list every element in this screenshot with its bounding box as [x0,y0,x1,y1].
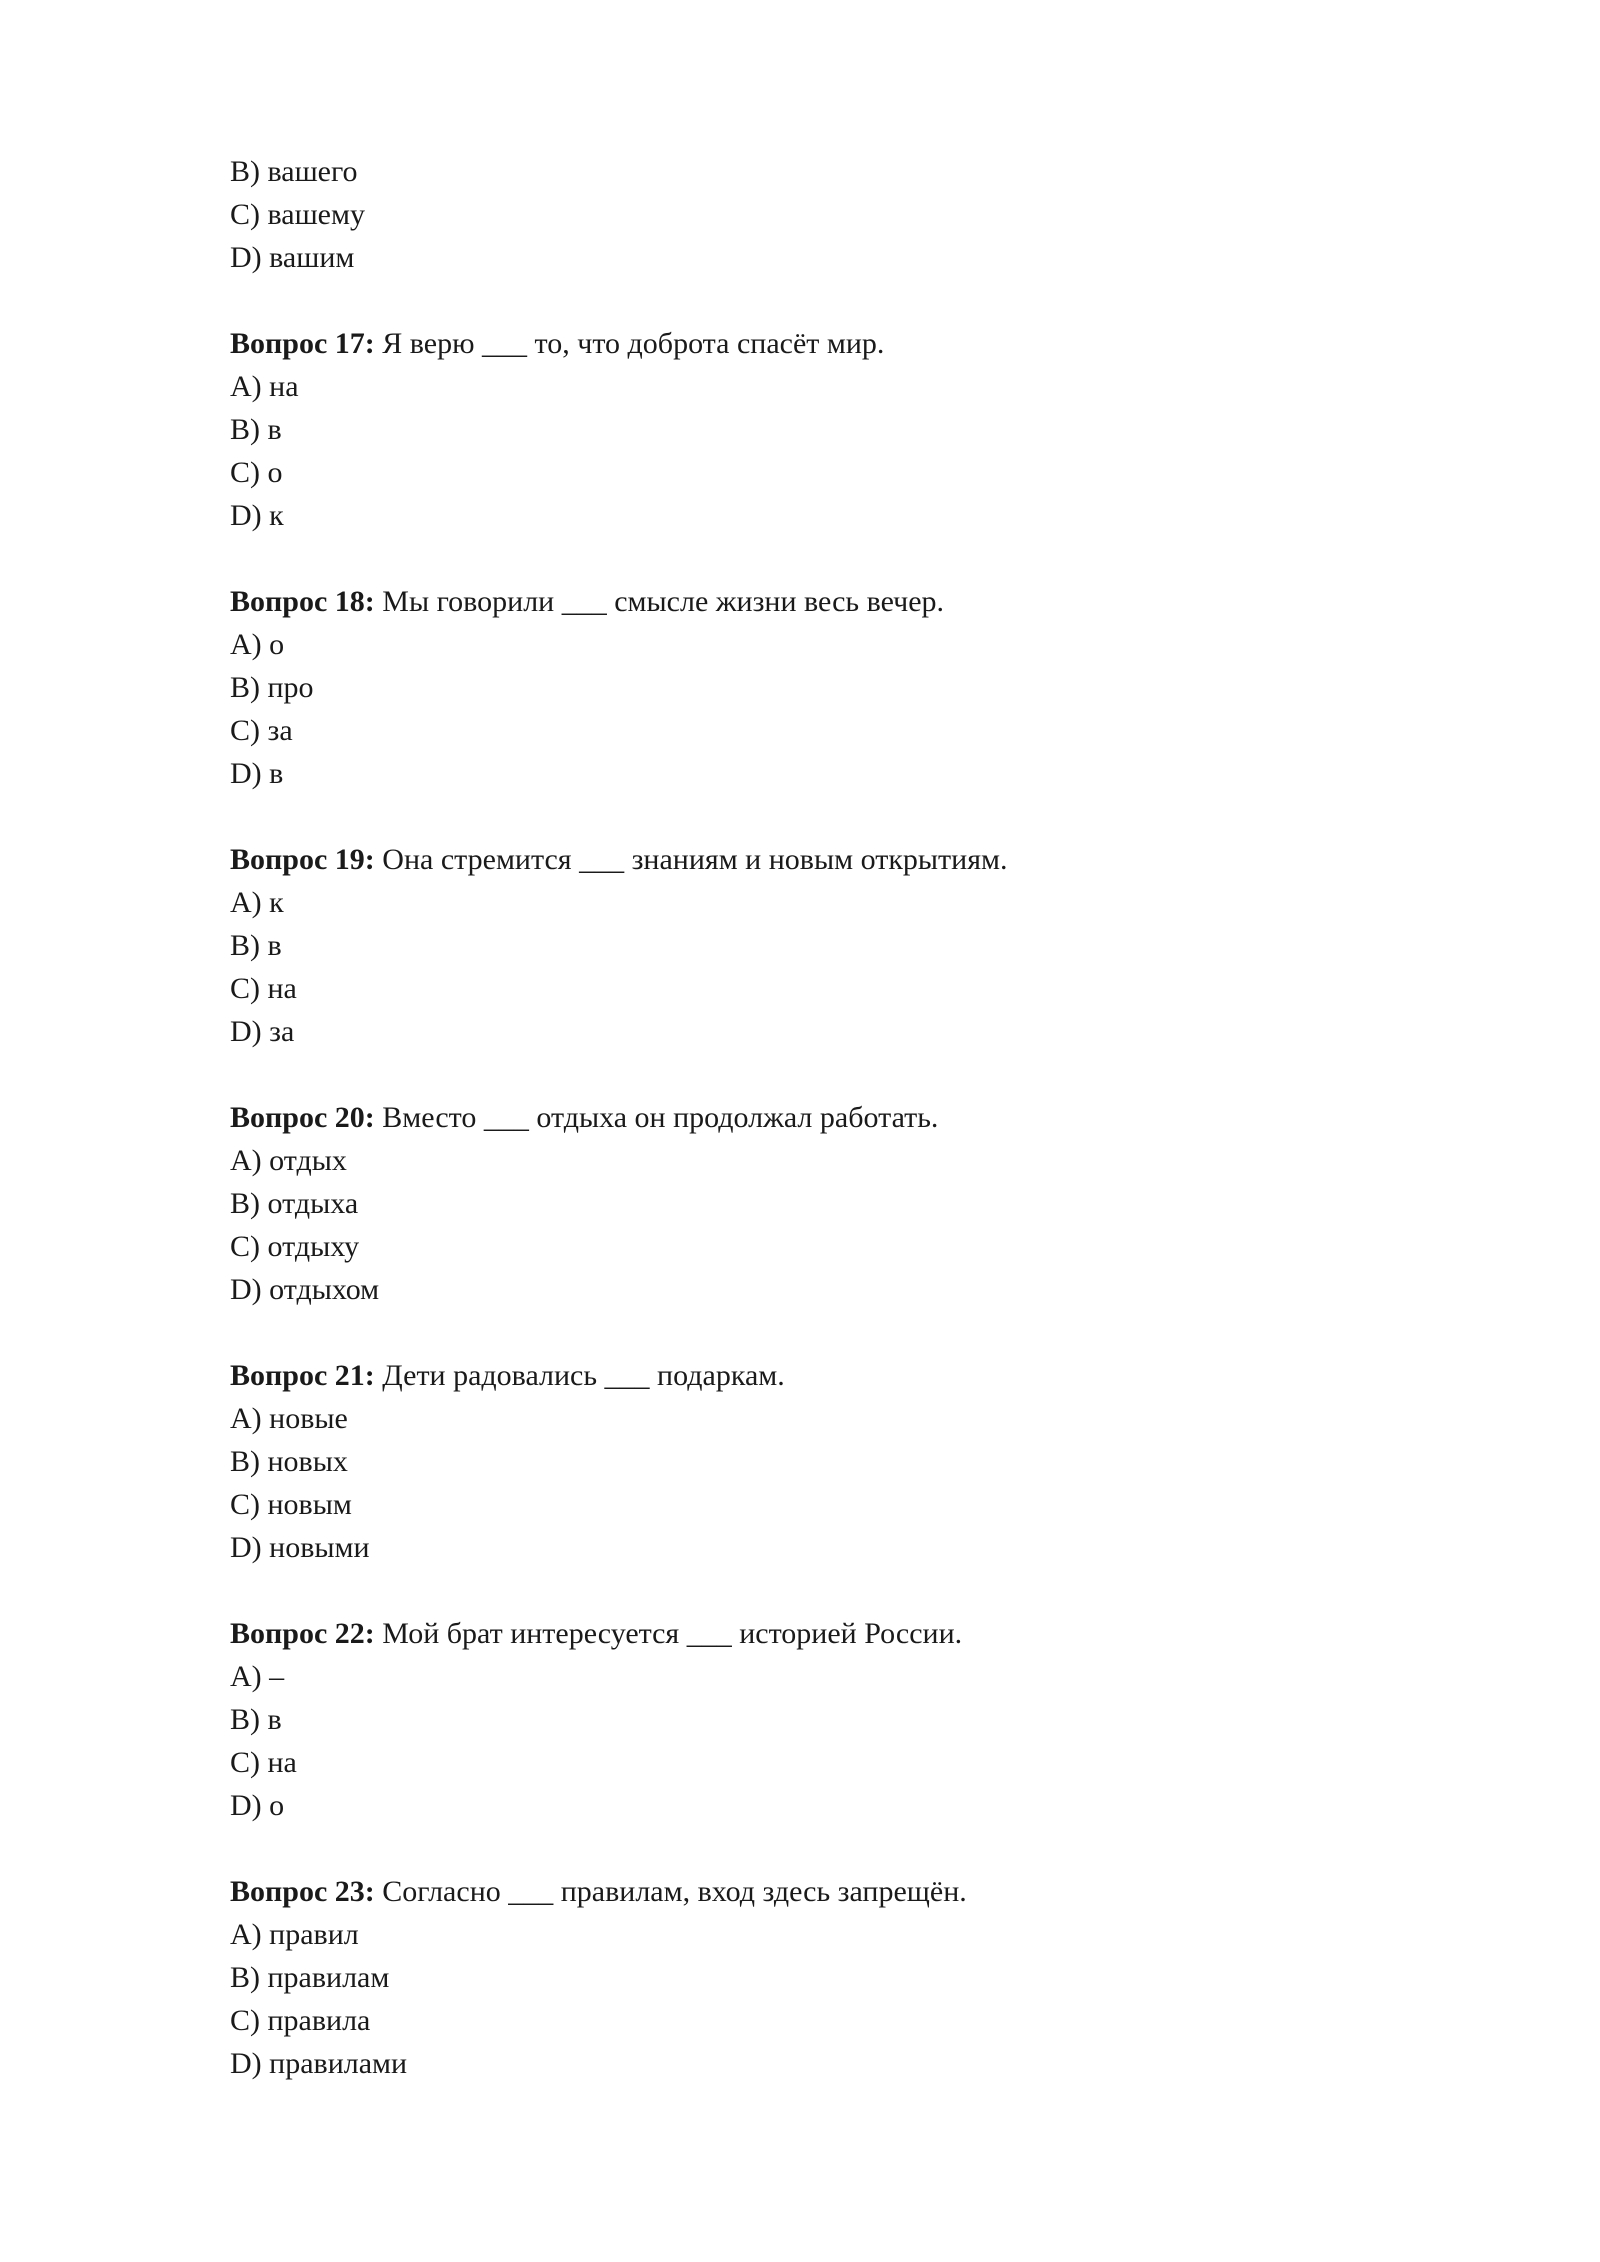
answer-option: D) о [230,1789,285,1822]
question-text: Вопрос 20: Вместо ___ отдыха он продолжал работать. [230,1101,939,1134]
question-text: Вопрос 21: Дети радовались ___ подаркам. [230,1359,785,1392]
answer-option: B) в [230,929,282,962]
continuation-options [230,150,1370,279]
answer-option: D) отдыхом [230,1273,380,1306]
answer-option: A) отдых [230,1144,347,1177]
answer-option: C) новым [230,1488,352,1521]
answer-option: D) правилами [230,2047,408,2080]
answer-option: C) правила [230,2004,371,2037]
question-17 [230,322,1370,537]
answer-option: B) правилам [230,1961,390,1994]
answer-option: D) к [230,499,284,532]
question-22 [230,1612,1370,1827]
answer-option: A) на [230,370,299,403]
answer-option: D) новыми [230,1531,370,1564]
question-label: Вопрос 18: [230,585,375,618]
question-text: Вопрос 19: Она стремится ___ знаниям и новым открытиям. [230,843,1008,876]
question-label: Вопрос 22: [230,1617,375,1650]
question-text: Вопрос 18: Мы говорили ___ смысле жизни весь вечер. [230,585,945,618]
question-23 [230,1870,1370,2085]
answer-option: A) к [230,886,284,919]
question-21 [230,1354,1370,1569]
question-18 [230,580,1370,795]
answer-option: B) в [230,1703,282,1736]
question-label: Вопрос 20: [230,1101,375,1134]
answer-option: C) за [230,714,293,747]
answer-option: D) за [230,1015,295,1048]
answer-option: B) новых [230,1445,348,1478]
answer-option: C) о [230,456,283,489]
answer-option: B) вашего [230,155,358,188]
answer-option: C) вашему [230,198,365,231]
answer-option: A) новые [230,1402,348,1435]
question-text: Вопрос 22: Мой брат интересуется ___ историей России. [230,1617,963,1650]
question-19 [230,838,1370,1053]
answer-option: D) вашим [230,241,355,274]
answer-option: B) в [230,413,282,446]
answer-option: C) на [230,1746,297,1779]
question-text: Вопрос 23: Согласно ___ правилам, вход здесь запрещён. [230,1875,967,1908]
question-label: Вопрос 23: [230,1875,375,1908]
answer-option: C) отдыху [230,1230,360,1263]
answer-option: B) про [230,671,314,704]
question-label: Вопрос 17: [230,327,375,360]
answer-option: C) на [230,972,297,1005]
answer-option: B) отдыха [230,1187,359,1220]
answer-option: A) правил [230,1918,359,1951]
question-label: Вопрос 19: [230,843,375,876]
document-page [230,150,1370,2085]
answer-option: A) – [230,1660,285,1693]
question-label: Вопрос 21: [230,1359,375,1392]
question-text: Вопрос 17: Я верю ___ то, что доброта спасёт мир. [230,327,885,360]
answer-option: D) в [230,757,284,790]
question-20 [230,1096,1370,1311]
answer-option: A) о [230,628,285,661]
